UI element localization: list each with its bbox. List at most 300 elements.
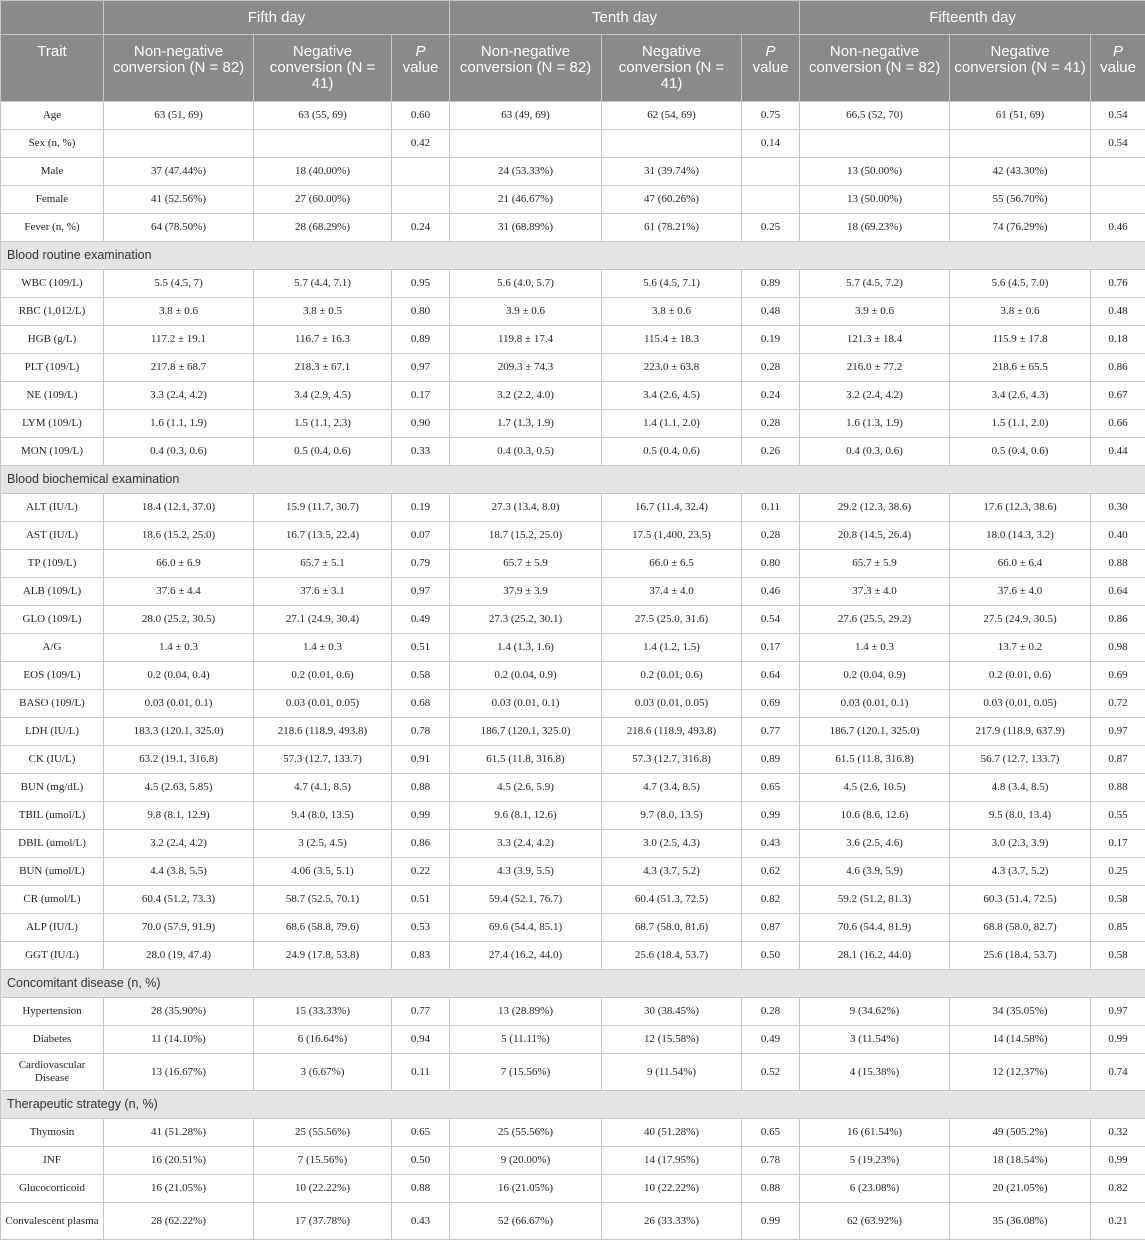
value-cell: 0.43 <box>392 1203 450 1240</box>
value-cell: 27.4 (16.2, 44.0) <box>450 942 602 970</box>
value-cell: 27.6 (25.5, 29.2) <box>800 606 950 634</box>
group-fifteenth-day: Fifteenth day <box>800 1 1145 35</box>
table-row <box>1 718 1145 746</box>
value-cell: 1.4 ± 0.3 <box>800 634 950 662</box>
value-cell: 0.88 <box>392 1175 450 1203</box>
value-cell: 63 (55, 69) <box>254 102 392 130</box>
value-cell: 0.52 <box>742 1054 800 1091</box>
table-row <box>1 270 1145 298</box>
value-cell: 0.2 (0.04, 0.4) <box>104 662 254 690</box>
value-cell: 65.7 ± 5.1 <box>254 550 392 578</box>
trait-cell: CR (umol/L) <box>1 886 104 914</box>
value-cell: 25.6 (18.4, 53.7) <box>950 942 1091 970</box>
value-cell: 69.6 (54.4, 85.1) <box>450 914 602 942</box>
value-cell: 0.88 <box>742 1175 800 1203</box>
value-cell: 0.11 <box>392 1054 450 1091</box>
group-header-row <box>1 1 1145 35</box>
value-cell: 61 (78.21%) <box>602 214 742 242</box>
value-cell: 27.3 (25.2, 30.1) <box>450 606 602 634</box>
value-cell: 9.4 (8.0, 13.5) <box>254 802 392 830</box>
value-cell: 9.8 (8.1, 12.9) <box>104 802 254 830</box>
value-cell: 0.18 <box>1091 326 1145 354</box>
value-cell: 0.97 <box>1091 718 1145 746</box>
value-cell: 25 (55.56%) <box>254 1119 392 1147</box>
value-cell: 0.68 <box>392 690 450 718</box>
value-cell: 5.6 (4.0, 5.7) <box>450 270 602 298</box>
value-cell: 0.2 (0.04, 0.9) <box>800 662 950 690</box>
value-cell: 21 (46.67%) <box>450 186 602 214</box>
trait-cell: Glucocorticoid <box>1 1175 104 1203</box>
value-cell: 68.6 (58.8, 79.6) <box>254 914 392 942</box>
value-cell: 0.58 <box>1091 886 1145 914</box>
value-cell <box>104 130 254 158</box>
trait-cell: GLO (109/L) <box>1 606 104 634</box>
value-cell: 9.6 (8.1, 12.6) <box>450 802 602 830</box>
value-cell: 0.03 (0.01, 0.05) <box>950 690 1091 718</box>
value-cell: 57.3 (12.7, 316.8) <box>602 746 742 774</box>
trait-cell: Hypertension <box>1 998 104 1026</box>
p-letter: P <box>415 43 426 60</box>
value-cell: 35 (36.08%) <box>950 1203 1091 1240</box>
value-cell: 41 (51.28%) <box>104 1119 254 1147</box>
table-row <box>1 662 1145 690</box>
value-cell: 0.44 <box>1091 438 1145 466</box>
value-cell: 52 (66.67%) <box>450 1203 602 1240</box>
value-cell: 27 (60.00%) <box>254 186 392 214</box>
value-cell: 216.0 ± 77.2 <box>800 354 950 382</box>
value-cell: 0.88 <box>1091 550 1145 578</box>
value-cell: 20.8 (14.5, 26.4) <box>800 522 950 550</box>
value-cell: 0.80 <box>392 298 450 326</box>
value-cell: 0.11 <box>742 494 800 522</box>
value-cell: 70.0 (57.9, 91.9) <box>104 914 254 942</box>
value-cell: 4 (15.38%) <box>800 1054 950 1091</box>
value-cell: 0.66 <box>1091 410 1145 438</box>
value-cell: 0.43 <box>742 830 800 858</box>
table-row <box>1 1026 1145 1054</box>
value-cell: 4.3 (3.7, 5.2) <box>950 858 1091 886</box>
p-value-word: value <box>1100 59 1136 76</box>
table-row <box>1 494 1145 522</box>
value-cell: 4.06 (3.5, 5.1) <box>254 858 392 886</box>
value-cell: 28.0 (25.2, 30.5) <box>104 606 254 634</box>
value-cell: 0.03 (0.01, 0.05) <box>602 690 742 718</box>
value-cell: 9.5 (8.0, 13.4) <box>950 802 1091 830</box>
value-cell: 55 (56.70%) <box>950 186 1091 214</box>
value-cell: 0.76 <box>1091 270 1145 298</box>
value-cell: 10 (22.22%) <box>602 1175 742 1203</box>
value-cell: 0.03 (0.01, 0.1) <box>450 690 602 718</box>
value-cell: 1.5 (1.1, 2.3) <box>254 410 392 438</box>
value-cell: 0.25 <box>1091 858 1145 886</box>
value-cell: 0.87 <box>742 914 800 942</box>
value-cell: 0.83 <box>392 942 450 970</box>
trait-cell: RBC (1,012/L) <box>1 298 104 326</box>
value-cell: 16 (21.05%) <box>450 1175 602 1203</box>
value-cell: 28 (35.90%) <box>104 998 254 1026</box>
table-row <box>1 382 1145 410</box>
p-value-word: value <box>752 59 789 76</box>
value-cell: 0.69 <box>742 690 800 718</box>
value-cell: 0.46 <box>742 578 800 606</box>
trait-cell: MON (109/L) <box>1 438 104 466</box>
value-cell: 61.5 (11.8, 316.8) <box>450 746 602 774</box>
table-row <box>1 578 1145 606</box>
col-fifth-p-value <box>392 35 450 102</box>
value-cell: 11 (14.10%) <box>104 1026 254 1054</box>
p-letter: P <box>765 43 776 60</box>
value-cell: 68.8 (58.0, 82.7) <box>950 914 1091 942</box>
table-row <box>1 354 1145 382</box>
value-cell: 9 (34.62%) <box>800 998 950 1026</box>
value-cell: 217.8 ± 68.7 <box>104 354 254 382</box>
value-cell: 65.7 ± 5.9 <box>800 550 950 578</box>
table-row <box>1 606 1145 634</box>
value-cell: 0.64 <box>742 662 800 690</box>
value-cell: 0.91 <box>392 746 450 774</box>
value-cell: 186.7 (120.1, 325.0) <box>800 718 950 746</box>
table-row <box>1 326 1145 354</box>
trait-cell: BUN (umol/L) <box>1 858 104 886</box>
value-cell: 30 (38.45%) <box>602 998 742 1026</box>
value-cell: 0.21 <box>1091 1203 1145 1240</box>
trait-cell: BASO (109/L) <box>1 690 104 718</box>
value-cell: 3.8 ± 0.6 <box>950 298 1091 326</box>
table-row <box>1 438 1145 466</box>
table-row <box>1 1175 1145 1203</box>
value-cell: 5.7 (4.5, 7.2) <box>800 270 950 298</box>
value-cell: 3.9 ± 0.6 <box>800 298 950 326</box>
table-row <box>1 886 1145 914</box>
value-cell: 218.3 ± 67.1 <box>254 354 392 382</box>
value-cell: 12 (12.37%) <box>950 1054 1091 1091</box>
value-cell: 218.6 (118.9, 493.8) <box>602 718 742 746</box>
value-cell: 0.49 <box>392 606 450 634</box>
value-cell: 4.7 (3.4, 8.5) <box>602 774 742 802</box>
value-cell: 0.28 <box>742 522 800 550</box>
value-cell: 0.97 <box>392 578 450 606</box>
trait-cell: INF <box>1 1147 104 1175</box>
section-label: Blood biochemical examination <box>1 466 1145 494</box>
value-cell: 1.4 (1.2, 1.5) <box>602 634 742 662</box>
value-cell: 5 (19.23%) <box>800 1147 950 1175</box>
value-cell: 0.17 <box>742 634 800 662</box>
value-cell: 24 (53.33%) <box>450 158 602 186</box>
value-cell <box>392 158 450 186</box>
value-cell: 0.67 <box>1091 382 1145 410</box>
value-cell: 14 (17.95%) <box>602 1147 742 1175</box>
value-cell: 0.65 <box>392 1119 450 1147</box>
value-cell: 16 (61.54%) <box>800 1119 950 1147</box>
value-cell: 0.78 <box>392 718 450 746</box>
value-cell: 49 (505.2%) <box>950 1119 1091 1147</box>
trait-cell: Female <box>1 186 104 214</box>
value-cell: 64 (78.50%) <box>104 214 254 242</box>
section-label: Therapeutic strategy (n, %) <box>1 1091 1145 1119</box>
value-cell: 0.48 <box>742 298 800 326</box>
value-cell: 15 (33.33%) <box>254 998 392 1026</box>
value-cell: 3.9 ± 0.6 <box>450 298 602 326</box>
trait-cell: Thymosin <box>1 1119 104 1147</box>
group-fifth-day: Fifth day <box>104 1 450 35</box>
table-row <box>1 830 1145 858</box>
value-cell: 0.26 <box>742 438 800 466</box>
value-cell: 0.19 <box>392 494 450 522</box>
trait-cell: EOS (109/L) <box>1 662 104 690</box>
value-cell: 34 (35.05%) <box>950 998 1091 1026</box>
value-cell: 3.3 (2.4, 4.2) <box>450 830 602 858</box>
trait-cell: Male <box>1 158 104 186</box>
value-cell: 0.99 <box>1091 1026 1145 1054</box>
value-cell: 3.0 (2.5, 4.3) <box>602 830 742 858</box>
trait-cell: GGT (IU/L) <box>1 942 104 970</box>
value-cell: 0.58 <box>1091 942 1145 970</box>
value-cell: 0.40 <box>1091 522 1145 550</box>
value-cell: 5 (11.11%) <box>450 1026 602 1054</box>
value-cell <box>950 130 1091 158</box>
value-cell: 37 (47.44%) <box>104 158 254 186</box>
value-cell: 26 (33.33%) <box>602 1203 742 1240</box>
trait-cell: AST (IU/L) <box>1 522 104 550</box>
value-cell: 0.5 (0.4, 0.6) <box>602 438 742 466</box>
value-cell: 74 (76.29%) <box>950 214 1091 242</box>
value-cell: 10.6 (8.6, 12.6) <box>800 802 950 830</box>
value-cell: 37.9 ± 3.9 <box>450 578 602 606</box>
value-cell: 0.65 <box>742 1119 800 1147</box>
value-cell: 4.5 (2.6, 5.9) <box>450 774 602 802</box>
value-cell: 60.4 (51.2, 73.3) <box>104 886 254 914</box>
value-cell: 116.7 ± 16.3 <box>254 326 392 354</box>
value-cell: 0.46 <box>1091 214 1145 242</box>
value-cell: 121.3 ± 18.4 <box>800 326 950 354</box>
trait-cell: A/G <box>1 634 104 662</box>
value-cell: 40 (51.28%) <box>602 1119 742 1147</box>
value-cell: 66.5 (52, 70) <box>800 102 950 130</box>
value-cell: 12 (15.58%) <box>602 1026 742 1054</box>
trait-cell: Fever (n, %) <box>1 214 104 242</box>
trait-cell: HGB (g/L) <box>1 326 104 354</box>
section-header-row <box>1 970 1145 998</box>
value-cell <box>254 130 392 158</box>
value-cell: 0.32 <box>1091 1119 1145 1147</box>
value-cell: 0.55 <box>1091 802 1145 830</box>
value-cell: 0.17 <box>1091 830 1145 858</box>
table-row <box>1 186 1145 214</box>
value-cell: 0.28 <box>742 354 800 382</box>
value-cell: 1.6 (1.1, 1.9) <box>104 410 254 438</box>
value-cell: 0.98 <box>1091 634 1145 662</box>
trait-cell: Age <box>1 102 104 130</box>
value-cell: 3.0 (2.3, 3.9) <box>950 830 1091 858</box>
value-cell: 16.7 (11.4, 32.4) <box>602 494 742 522</box>
value-cell: 25.6 (18.4, 53.7) <box>602 942 742 970</box>
value-cell: 27.5 (24.9, 30.5) <box>950 606 1091 634</box>
value-cell: 3 (11.54%) <box>800 1026 950 1054</box>
value-cell: 3.3 (2.4, 4.2) <box>104 382 254 410</box>
value-cell: 65.7 ± 5.9 <box>450 550 602 578</box>
value-cell: 0.22 <box>392 858 450 886</box>
section-label: Concomitant disease (n, %) <box>1 970 1145 998</box>
value-cell: 3.4 (2.6, 4.5) <box>602 382 742 410</box>
value-cell: 183.3 (120.1, 325.0) <box>104 718 254 746</box>
value-cell: 0.50 <box>392 1147 450 1175</box>
table-row <box>1 130 1145 158</box>
value-cell: 0.65 <box>742 774 800 802</box>
value-cell: 31 (39.74%) <box>602 158 742 186</box>
value-cell: 0.87 <box>1091 746 1145 774</box>
value-cell: 115.9 ± 17.8 <box>950 326 1091 354</box>
section-label: Blood routine examination <box>1 242 1145 270</box>
value-cell: 13 (16.67%) <box>104 1054 254 1091</box>
value-cell: 31 (68.89%) <box>450 214 602 242</box>
value-cell: 0.89 <box>742 270 800 298</box>
table-row <box>1 690 1145 718</box>
value-cell: 0.03 (0.01, 0.05) <box>254 690 392 718</box>
value-cell: 3.6 (2.5, 4.6) <box>800 830 950 858</box>
value-cell: 0.86 <box>1091 354 1145 382</box>
value-cell: 218.6 (118.9, 493.8) <box>254 718 392 746</box>
value-cell: 0.99 <box>392 802 450 830</box>
table-row <box>1 158 1145 186</box>
value-cell: 0.4 (0.3, 0.6) <box>104 438 254 466</box>
value-cell: 27.5 (25.0, 31.6) <box>602 606 742 634</box>
value-cell: 3.8 ± 0.5 <box>254 298 392 326</box>
table-row <box>1 998 1145 1026</box>
value-cell: 0.94 <box>392 1026 450 1054</box>
value-cell: 0.51 <box>392 886 450 914</box>
value-cell: 3.8 ± 0.6 <box>602 298 742 326</box>
trait-cell: Convalescent plasma <box>1 1203 104 1240</box>
col-tenth-non-negative: Non-negative conversion (N = 82) <box>450 35 602 102</box>
trait-cell: CK (IU/L) <box>1 746 104 774</box>
value-cell: 3.8 ± 0.6 <box>104 298 254 326</box>
value-cell: 61 (51, 69) <box>950 102 1091 130</box>
value-cell: 63 (49, 69) <box>450 102 602 130</box>
value-cell: 0.5 (0.4, 0.6) <box>950 438 1091 466</box>
value-cell: 16 (21.05%) <box>104 1175 254 1203</box>
value-cell: 3.2 (2.4, 4.2) <box>800 382 950 410</box>
header-blank <box>1 1 104 35</box>
value-cell: 0.64 <box>1091 578 1145 606</box>
value-cell: 66.0 ± 6.9 <box>104 550 254 578</box>
value-cell: 5.7 (4.4, 7.1) <box>254 270 392 298</box>
value-cell: 0.4 (0.3, 0.5) <box>450 438 602 466</box>
value-cell: 13 (50.00%) <box>800 186 950 214</box>
value-cell: 0.28 <box>742 410 800 438</box>
col-fifth-negative: Negative conversion (N = 41) <box>254 35 392 102</box>
value-cell: 27.3 (13.4, 8.0) <box>450 494 602 522</box>
value-cell: 6 (23.08%) <box>800 1175 950 1203</box>
value-cell: 0.89 <box>392 326 450 354</box>
col-tenth-negative: Negative conversion (N = 41) <box>602 35 742 102</box>
trait-cell: NE (109/L) <box>1 382 104 410</box>
value-cell <box>602 130 742 158</box>
value-cell: 6 (16.64%) <box>254 1026 392 1054</box>
value-cell: 59.4 (52.1, 76.7) <box>450 886 602 914</box>
value-cell: 3.2 (2.2, 4.0) <box>450 382 602 410</box>
value-cell: 28 (68.29%) <box>254 214 392 242</box>
trait-cell: Sex (n, %) <box>1 130 104 158</box>
value-cell <box>742 158 800 186</box>
value-cell: 5.5 (4.5, 7) <box>104 270 254 298</box>
value-cell: 218.6 ± 65.5 <box>950 354 1091 382</box>
value-cell <box>1091 158 1145 186</box>
value-cell: 17.5 (1,400, 23.5) <box>602 522 742 550</box>
trait-cell: ALP (IU/L) <box>1 914 104 942</box>
table-row <box>1 550 1145 578</box>
value-cell <box>392 186 450 214</box>
table-row <box>1 1147 1145 1175</box>
value-cell: 0.79 <box>392 550 450 578</box>
value-cell: 68.7 (58.0, 81.6) <box>602 914 742 942</box>
value-cell: 0.89 <box>742 746 800 774</box>
value-cell: 18.0 (14.3, 3.2) <box>950 522 1091 550</box>
value-cell: 60.3 (51.4, 72.5) <box>950 886 1091 914</box>
value-cell: 0.2 (0.01, 0.6) <box>602 662 742 690</box>
value-cell: 29.2 (12.3, 38.6) <box>800 494 950 522</box>
value-cell: 18.7 (15.2, 25.0) <box>450 522 602 550</box>
value-cell: 3.4 (2.6, 4.3) <box>950 382 1091 410</box>
p-value-word: value <box>402 59 439 76</box>
value-cell: 0.42 <box>392 130 450 158</box>
value-cell: 0.03 (0.01, 0.1) <box>800 690 950 718</box>
value-cell: 0.24 <box>392 214 450 242</box>
value-cell: 37.6 ± 4.4 <box>104 578 254 606</box>
col-fifth-non-negative: Non-negative conversion (N = 82) <box>104 35 254 102</box>
value-cell: 4.7 (4.1, 8.5) <box>254 774 392 802</box>
value-cell: 186.7 (120.1, 325.0) <box>450 718 602 746</box>
value-cell: 59.2 (51.2, 81.3) <box>800 886 950 914</box>
value-cell: 0.74 <box>1091 1054 1145 1091</box>
value-cell: 0.25 <box>742 214 800 242</box>
value-cell: 0.07 <box>392 522 450 550</box>
value-cell: 60.4 (51.3, 72.5) <box>602 886 742 914</box>
value-cell: 66.0 ± 6.4 <box>950 550 1091 578</box>
value-cell: 3 (6.67%) <box>254 1054 392 1091</box>
value-cell: 5.6 (4.5, 7.1) <box>602 270 742 298</box>
table-row <box>1 214 1145 242</box>
value-cell: 66.0 ± 6.5 <box>602 550 742 578</box>
table-row <box>1 634 1145 662</box>
value-cell: 0.82 <box>1091 1175 1145 1203</box>
value-cell: 4.3 (3.7, 5.2) <box>602 858 742 886</box>
value-cell: 58.7 (52.5, 70.1) <box>254 886 392 914</box>
value-cell: 57.3 (12.7, 133.7) <box>254 746 392 774</box>
value-cell: 115.4 ± 18.3 <box>602 326 742 354</box>
value-cell: 5.6 (4.5, 7.0) <box>950 270 1091 298</box>
value-cell: 0.4 (0.3, 0.6) <box>800 438 950 466</box>
value-cell: 1.5 (1.1, 2.0) <box>950 410 1091 438</box>
value-cell: 18 (18.54%) <box>950 1147 1091 1175</box>
group-tenth-day: Tenth day <box>450 1 800 35</box>
value-cell: 0.54 <box>1091 130 1145 158</box>
value-cell: 4.4 (3.8, 5.5) <box>104 858 254 886</box>
value-cell: 17.6 (12.3, 38.6) <box>950 494 1091 522</box>
value-cell: 18 (40.00%) <box>254 158 392 186</box>
value-cell: 1.4 ± 0.3 <box>104 634 254 662</box>
value-cell: 0.78 <box>742 1147 800 1175</box>
value-cell: 0.97 <box>1091 998 1145 1026</box>
trait-cell: LDH (IU/L) <box>1 718 104 746</box>
col-fifteenth-non-negative: Non-negative conversion (N = 82) <box>800 35 950 102</box>
trait-cell: TBIL (umol/L) <box>1 802 104 830</box>
value-cell: 0.24 <box>742 382 800 410</box>
value-cell: 4.5 (2.63, 5.85) <box>104 774 254 802</box>
value-cell: 4.3 (3.9, 5.5) <box>450 858 602 886</box>
value-cell: 0.2 (0.01, 0.6) <box>254 662 392 690</box>
value-cell: 25 (55.56%) <box>450 1119 602 1147</box>
trait-cell: PLT (109/L) <box>1 354 104 382</box>
